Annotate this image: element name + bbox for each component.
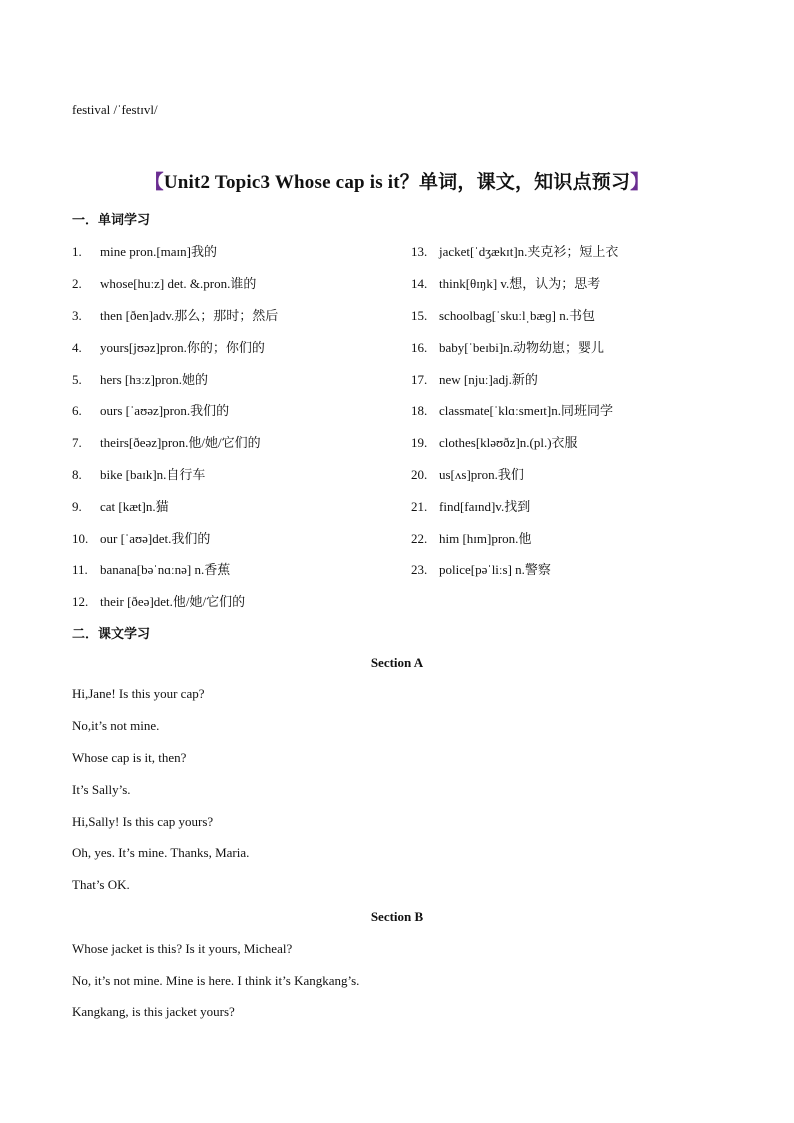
- vocab-number: 14.: [411, 276, 428, 291]
- vocab-number: 20.: [411, 467, 428, 482]
- dialogue-line: No,it’s not mine.: [72, 718, 160, 733]
- vocab-number: 22.: [411, 531, 428, 546]
- vocab-number: 5.: [72, 372, 82, 387]
- vocab-item: [411, 241, 618, 260]
- vocab-item: [72, 400, 229, 419]
- vocab-entry: new [njuː]adj.新的: [439, 372, 538, 387]
- vocab-number: 9.: [72, 499, 82, 514]
- vocab-item: [411, 369, 538, 388]
- dialogue-line: Hi,Sally! Is this cap yours?: [72, 814, 214, 829]
- vocab-number: 11.: [72, 562, 88, 577]
- vocab-item: [72, 432, 261, 451]
- dialogue-line: Whose jacket is this? Is it yours, Micheal?: [72, 941, 293, 956]
- vocab-item: [72, 305, 278, 324]
- vocab-entry: think[θɪŋk] v.想，认为；思考: [439, 276, 601, 291]
- dialogue-line: That’s OK.: [72, 877, 130, 892]
- vocab-number: 4.: [72, 340, 82, 355]
- vocab-entry: cat [kæt]n.猫: [100, 499, 169, 514]
- vocab-number: 7.: [72, 435, 82, 450]
- vocab-item: [411, 432, 578, 451]
- vocab-number: 1.: [72, 244, 82, 259]
- vocab-number: 21.: [411, 499, 428, 514]
- vocab-entry: whose[huːz] det. &.pron.谁的: [100, 276, 257, 291]
- vocab-entry: clothes[kləʊðz]n.(pl.)衣服: [439, 435, 578, 450]
- vocab-number: 6.: [72, 403, 82, 418]
- dialogue-line: Kangkang, is this jacket yours?: [72, 1004, 235, 1019]
- vocab-number: 17.: [411, 372, 428, 387]
- vocab-entry: mine pron.[maɪn]我的: [100, 244, 217, 259]
- vocab-number: 23.: [411, 562, 428, 577]
- vocab-entry: banana[bəˈnɑːnə] n.香蕉: [100, 562, 231, 577]
- dialogue-line: Hi,Jane! Is this your cap?: [72, 686, 205, 701]
- vocab-item: [411, 496, 530, 515]
- vocab-entry: bike [baɪk]n.自行车: [100, 467, 206, 482]
- vocab-item: [72, 369, 208, 388]
- vocab-entry: police[pəˈliːs] n.警察: [439, 562, 551, 577]
- vocab-entry: schoolbag[ˈskuːlˌbæɡ] n.书包: [439, 308, 595, 323]
- vocab-entry: yours[jʊəz]pron.你的；你们的: [100, 340, 265, 355]
- title-text: Unit2 Topic3 Whose cap is it？单词，课文，知识点预习: [163, 172, 631, 193]
- section-heading-text-study: 二．课文学习: [72, 626, 151, 641]
- page-title: [0, 167, 794, 194]
- vocab-entry: baby[ˈbeɪbi]n.动物幼崽；婴儿: [439, 340, 605, 355]
- vocab-item: [411, 337, 604, 356]
- vocab-entry: jacket[ˈdʒækɪt]n.夹克衫；短上衣: [439, 244, 619, 259]
- vocab-item: [411, 400, 613, 419]
- vocab-item: [411, 305, 595, 324]
- vocab-number: 12.: [72, 594, 89, 609]
- vocab-number: 15.: [411, 308, 428, 323]
- section-heading-vocabulary: 一．单词学习: [72, 212, 151, 227]
- top-note: festival /ˈfestɪvl/: [72, 102, 158, 117]
- vocab-entry: ours [ˈaʊəz]pron.我们的: [100, 403, 230, 418]
- vocab-number: 3.: [72, 308, 82, 323]
- vocab-entry: find[faɪnd]v.找到: [439, 499, 531, 514]
- vocab-item: [72, 273, 256, 292]
- vocab-item: [72, 591, 245, 610]
- vocab-entry: him [hɪm]pron.他: [439, 531, 532, 546]
- vocab-item: [72, 528, 210, 547]
- vocab-item: [411, 559, 551, 578]
- vocab-number: 8.: [72, 467, 82, 482]
- vocab-number: 16.: [411, 340, 428, 355]
- vocab-item: [411, 528, 531, 547]
- vocab-number: 10.: [72, 531, 89, 546]
- vocab-number: 18.: [411, 403, 428, 418]
- vocab-item: [72, 464, 205, 483]
- title-left-bracket: 【: [144, 172, 164, 193]
- vocab-entry: their [ðeə]det.他/她/它们的: [100, 594, 246, 609]
- vocab-entry: theirs[ðeəz]pron.他/她/它们的: [100, 435, 261, 450]
- section-a-heading: Section A: [370, 655, 424, 670]
- section-b-heading: Section B: [370, 909, 424, 924]
- vocab-item: [72, 559, 230, 578]
- vocab-entry: hers [hɜːz]pron.她的: [100, 372, 208, 387]
- vocab-entry: us[ʌs]pron.我们: [439, 467, 524, 482]
- vocab-entry: classmate[ˈklɑːsmeɪt]n.同班同学: [439, 403, 613, 418]
- vocab-number: 2.: [72, 276, 82, 291]
- dialogue-line: Oh, yes. It’s mine. Thanks, Maria.: [72, 845, 250, 860]
- vocab-number: 19.: [411, 435, 428, 450]
- dialogue-line: It’s Sally’s.: [72, 782, 131, 797]
- vocab-item: [411, 273, 600, 292]
- vocab-entry: our [ˈaʊə]det.我们的: [100, 531, 211, 546]
- vocab-number: 13.: [411, 244, 428, 259]
- vocab-entry: then [ðen]adv.那么；那时；然后: [100, 308, 279, 323]
- dialogue-line: No, it’s not mine. Mine is here. I think it’s Kangkang’s.: [72, 973, 360, 988]
- vocab-item: [411, 464, 524, 483]
- title-right-bracket: 】: [630, 172, 650, 193]
- vocab-item: [72, 337, 265, 356]
- vocab-item: [72, 496, 169, 515]
- vocab-item: [72, 241, 217, 260]
- dialogue-line: Whose cap is it, then?: [72, 750, 187, 765]
